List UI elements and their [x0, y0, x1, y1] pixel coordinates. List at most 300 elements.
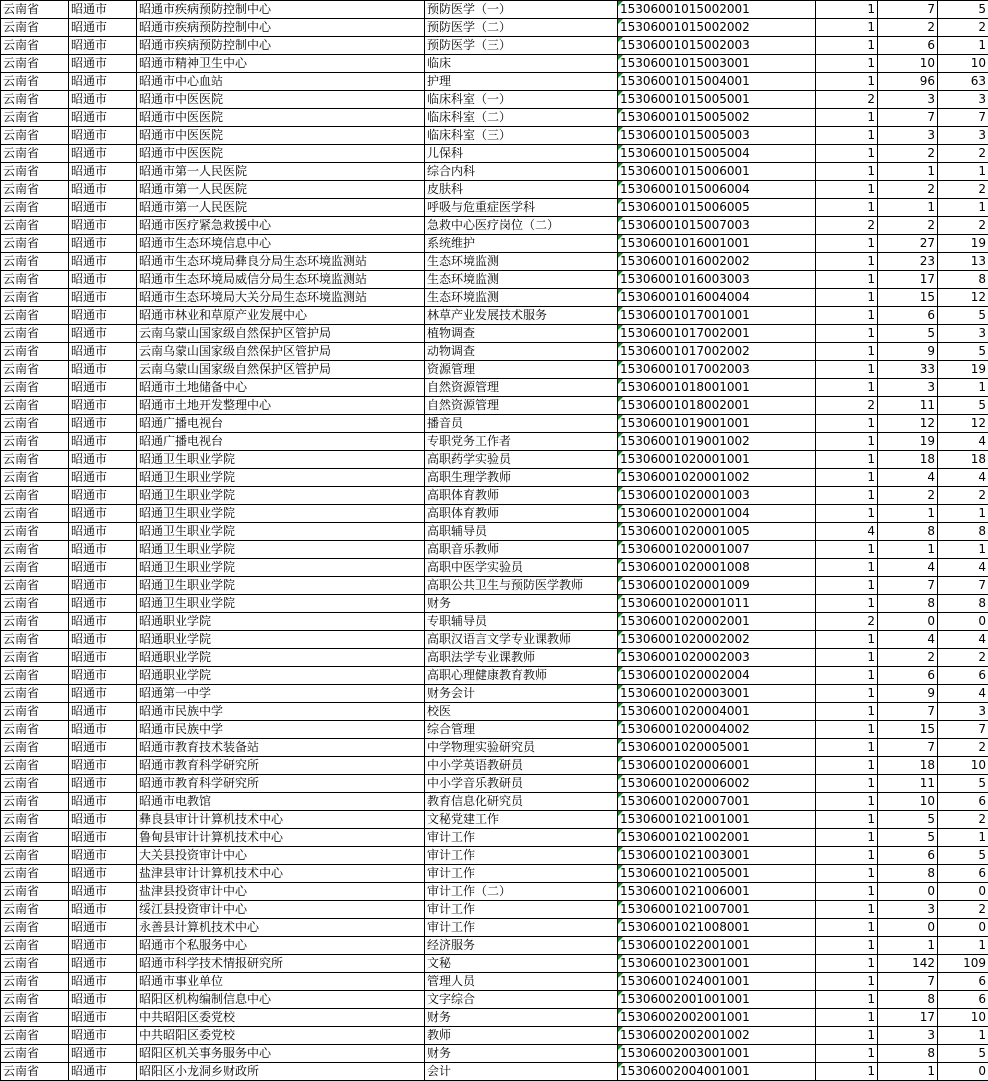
quota-cell: 1: [816, 631, 878, 649]
position-cell: 高职药学实验员: [425, 451, 618, 469]
province-cell: 云南省: [1, 595, 69, 613]
applicants-cell: 3: [878, 379, 938, 397]
applicants-cell: 2: [878, 487, 938, 505]
position-code-cell: 15306001017002002: [618, 343, 816, 361]
unit-cell: 昭通市中医医院: [137, 127, 425, 145]
approved-cell: 1: [938, 199, 988, 217]
quota-cell: 1: [816, 847, 878, 865]
table-row: [1, 415, 988, 433]
province-cell: 云南省: [1, 361, 69, 379]
province-cell: 云南省: [1, 577, 69, 595]
position-code-cell: 15306001020007001: [618, 793, 816, 811]
province-cell: 云南省: [1, 937, 69, 955]
approved-cell: 12: [938, 415, 988, 433]
city-cell: 昭通市: [69, 1, 137, 19]
city-cell: 昭通市: [69, 865, 137, 883]
approved-cell: 0: [938, 1063, 988, 1081]
applicants-cell: 9: [878, 343, 938, 361]
position-cell: 审计工作: [425, 919, 618, 937]
province-cell: 云南省: [1, 613, 69, 631]
position-cell: 文秘: [425, 955, 618, 973]
province-cell: 云南省: [1, 775, 69, 793]
position-code-cell: 15306001017001001: [618, 307, 816, 325]
applicants-cell: 1: [878, 199, 938, 217]
quota-cell: 1: [816, 109, 878, 127]
table-row: [1, 955, 988, 973]
position-cell: 高职音乐教师: [425, 541, 618, 559]
applicants-cell: 18: [878, 757, 938, 775]
approved-cell: 2: [938, 649, 988, 667]
position-cell: 教育信息化研究员: [425, 793, 618, 811]
table-row: [1, 253, 988, 271]
approved-cell: 63: [938, 73, 988, 91]
applicants-cell: 4: [878, 631, 938, 649]
table-body: [1, 1, 988, 1081]
city-cell: 昭通市: [69, 973, 137, 991]
position-cell: 审计工作: [425, 829, 618, 847]
position-code-cell: 15306001017002001: [618, 325, 816, 343]
unit-cell: 中共昭阳区委党校: [137, 1009, 425, 1027]
approved-cell: 109: [938, 955, 988, 973]
applicants-cell: 6: [878, 307, 938, 325]
approved-cell: 4: [938, 631, 988, 649]
approved-cell: 5: [938, 1045, 988, 1063]
approved-cell: 5: [938, 397, 988, 415]
applicants-cell: 142: [878, 955, 938, 973]
unit-cell: 昭通市生态环境信息中心: [137, 235, 425, 253]
applicants-cell: 7: [878, 109, 938, 127]
city-cell: 昭通市: [69, 739, 137, 757]
city-cell: 昭通市: [69, 667, 137, 685]
quota-cell: 1: [816, 181, 878, 199]
position-cell: 审计工作: [425, 901, 618, 919]
city-cell: 昭通市: [69, 577, 137, 595]
unit-cell: 昭通市中医医院: [137, 109, 425, 127]
position-cell: 临床科室（一）: [425, 91, 618, 109]
table-row: [1, 37, 988, 55]
position-code-cell: 15306001020001003: [618, 487, 816, 505]
quota-cell: 1: [816, 253, 878, 271]
unit-cell: 云南乌蒙山国家级自然保护区管护局: [137, 325, 425, 343]
position-code-cell: 15306001020004002: [618, 721, 816, 739]
applicants-cell: 12: [878, 415, 938, 433]
table-row: [1, 181, 988, 199]
quota-cell: 1: [816, 37, 878, 55]
unit-cell: 昭通卫生职业学院: [137, 469, 425, 487]
applicants-cell: 15: [878, 289, 938, 307]
position-code-cell: 15306001021002001: [618, 829, 816, 847]
table-row: [1, 721, 988, 739]
position-cell: 高职心理健康教育教师: [425, 667, 618, 685]
unit-cell: 鲁甸县审计计算机技术中心: [137, 829, 425, 847]
city-cell: 昭通市: [69, 343, 137, 361]
table-row: [1, 343, 988, 361]
position-cell: 林草产业发展技术服务: [425, 307, 618, 325]
table-row: [1, 991, 988, 1009]
position-cell: 临床: [425, 55, 618, 73]
position-code-cell: 15306001015006005: [618, 199, 816, 217]
unit-cell: 昭阳区机关事务服务中心: [137, 1045, 425, 1063]
table-row: [1, 235, 988, 253]
city-cell: 昭通市: [69, 811, 137, 829]
city-cell: 昭通市: [69, 19, 137, 37]
table-row: [1, 811, 988, 829]
province-cell: 云南省: [1, 1, 69, 19]
position-code-cell: 15306001020002001: [618, 613, 816, 631]
position-cell: 生态环境监测: [425, 289, 618, 307]
position-cell: 高职法学专业课教师: [425, 649, 618, 667]
province-cell: 云南省: [1, 109, 69, 127]
quota-cell: 1: [816, 289, 878, 307]
position-cell: 生态环境监测: [425, 253, 618, 271]
approved-cell: 10: [938, 1009, 988, 1027]
city-cell: 昭通市: [69, 829, 137, 847]
province-cell: 云南省: [1, 397, 69, 415]
table-row: [1, 613, 988, 631]
table-row: [1, 1009, 988, 1027]
city-cell: 昭通市: [69, 685, 137, 703]
city-cell: 昭通市: [69, 415, 137, 433]
approved-cell: 7: [938, 721, 988, 739]
unit-cell: 昭通市林业和草原产业发展中心: [137, 307, 425, 325]
applicants-cell: 7: [878, 577, 938, 595]
approved-cell: 5: [938, 343, 988, 361]
quota-cell: 1: [816, 721, 878, 739]
quota-cell: 1: [816, 919, 878, 937]
province-cell: 云南省: [1, 181, 69, 199]
position-cell: 高职体育教师: [425, 505, 618, 523]
position-cell: 综合内科: [425, 163, 618, 181]
approved-cell: 1: [938, 541, 988, 559]
unit-cell: 昭通市民族中学: [137, 721, 425, 739]
applicants-cell: 7: [878, 973, 938, 991]
table-row: [1, 649, 988, 667]
city-cell: 昭通市: [69, 73, 137, 91]
approved-cell: 2: [938, 487, 988, 505]
position-cell: 教师: [425, 1027, 618, 1045]
table-row: [1, 145, 988, 163]
province-cell: 云南省: [1, 667, 69, 685]
position-code-cell: 15306001020001005: [618, 523, 816, 541]
city-cell: 昭通市: [69, 1009, 137, 1027]
province-cell: 云南省: [1, 163, 69, 181]
quota-cell: 1: [816, 649, 878, 667]
applicants-cell: 96: [878, 73, 938, 91]
quota-cell: 1: [816, 415, 878, 433]
province-cell: 云南省: [1, 73, 69, 91]
table-row: [1, 685, 988, 703]
quota-cell: 1: [816, 1027, 878, 1045]
approved-cell: 4: [938, 469, 988, 487]
quota-cell: 1: [816, 127, 878, 145]
applicants-cell: 1: [878, 937, 938, 955]
position-code-cell: 15306001015002003: [618, 37, 816, 55]
unit-cell: 昭通市土地开发整理中心: [137, 397, 425, 415]
unit-cell: 昭通市精神卫生中心: [137, 55, 425, 73]
table-row: [1, 739, 988, 757]
position-code-cell: 15306001015007003: [618, 217, 816, 235]
quota-cell: 1: [816, 469, 878, 487]
unit-cell: 昭通市疾病预防控制中心: [137, 19, 425, 37]
approved-cell: 18: [938, 451, 988, 469]
unit-cell: 昭通市医疗紧急救援中心: [137, 217, 425, 235]
position-code-cell: 15306001015004001: [618, 73, 816, 91]
table-row: [1, 1, 988, 19]
quota-cell: 1: [816, 451, 878, 469]
applicants-cell: 15: [878, 721, 938, 739]
position-cell: 高职公共卫生与预防医学教师: [425, 577, 618, 595]
city-cell: 昭通市: [69, 55, 137, 73]
quota-cell: 2: [816, 91, 878, 109]
applicants-cell: 1: [878, 1063, 938, 1081]
table-row: [1, 667, 988, 685]
unit-cell: 昭通职业学院: [137, 649, 425, 667]
quota-cell: 1: [816, 955, 878, 973]
province-cell: 云南省: [1, 1009, 69, 1027]
table-row: [1, 541, 988, 559]
city-cell: 昭通市: [69, 37, 137, 55]
applicants-cell: 8: [878, 865, 938, 883]
quota-cell: 1: [816, 361, 878, 379]
city-cell: 昭通市: [69, 379, 137, 397]
province-cell: 云南省: [1, 631, 69, 649]
province-cell: 云南省: [1, 91, 69, 109]
position-code-cell: 15306001020004001: [618, 703, 816, 721]
position-cell: 会计: [425, 1063, 618, 1081]
quota-cell: 1: [816, 145, 878, 163]
position-code-cell: 15306001016001001: [618, 235, 816, 253]
approved-cell: 0: [938, 883, 988, 901]
city-cell: 昭通市: [69, 901, 137, 919]
city-cell: 昭通市: [69, 163, 137, 181]
table-row: [1, 1027, 988, 1045]
quota-cell: 1: [816, 55, 878, 73]
city-cell: 昭通市: [69, 505, 137, 523]
position-cell: 财务会计: [425, 685, 618, 703]
table-row: [1, 1063, 988, 1081]
unit-cell: 昭阳区小龙洞乡财政所: [137, 1063, 425, 1081]
unit-cell: 中共昭阳区委党校: [137, 1027, 425, 1045]
unit-cell: 昭通市第一人民医院: [137, 199, 425, 217]
quota-cell: 1: [816, 199, 878, 217]
unit-cell: 昭通卫生职业学院: [137, 523, 425, 541]
province-cell: 云南省: [1, 325, 69, 343]
table-row: [1, 937, 988, 955]
position-cell: 儿保科: [425, 145, 618, 163]
quota-cell: 1: [816, 901, 878, 919]
city-cell: 昭通市: [69, 361, 137, 379]
applicants-cell: 11: [878, 397, 938, 415]
province-cell: 云南省: [1, 541, 69, 559]
quota-cell: 1: [816, 19, 878, 37]
approved-cell: 10: [938, 55, 988, 73]
applicants-cell: 8: [878, 523, 938, 541]
position-cell: 中小学音乐教研员: [425, 775, 618, 793]
approved-cell: 3: [938, 325, 988, 343]
position-code-cell: 15306001016002002: [618, 253, 816, 271]
unit-cell: 昭阳区机构编制信息中心: [137, 991, 425, 1009]
table-row: [1, 505, 988, 523]
applicants-cell: 2: [878, 19, 938, 37]
unit-cell: 昭通市土地储备中心: [137, 379, 425, 397]
position-code-cell: 15306001021001001: [618, 811, 816, 829]
applicants-cell: 6: [878, 667, 938, 685]
unit-cell: 昭通市教育技术装备站: [137, 739, 425, 757]
province-cell: 云南省: [1, 973, 69, 991]
quota-cell: 2: [816, 613, 878, 631]
applicants-cell: 3: [878, 127, 938, 145]
position-cell: 皮肤科: [425, 181, 618, 199]
position-cell: 生态环境监测: [425, 271, 618, 289]
city-cell: 昭通市: [69, 289, 137, 307]
city-cell: 昭通市: [69, 613, 137, 631]
city-cell: 昭通市: [69, 325, 137, 343]
unit-cell: 绥江县投资审计中心: [137, 901, 425, 919]
position-code-cell: 15306001015006004: [618, 181, 816, 199]
approved-cell: 2: [938, 181, 988, 199]
position-cell: 呼吸与危重症医学科: [425, 199, 618, 217]
quota-cell: 1: [816, 271, 878, 289]
approved-cell: 1: [938, 37, 988, 55]
province-cell: 云南省: [1, 469, 69, 487]
unit-cell: 昭通市疾病预防控制中心: [137, 37, 425, 55]
city-cell: 昭通市: [69, 631, 137, 649]
position-cell: 经济服务: [425, 937, 618, 955]
table-row: [1, 1045, 988, 1063]
position-cell: 文秘党建工作: [425, 811, 618, 829]
approved-cell: 1: [938, 1027, 988, 1045]
quota-cell: 1: [816, 685, 878, 703]
province-cell: 云南省: [1, 379, 69, 397]
position-code-cell: 15306001024001001: [618, 973, 816, 991]
quota-cell: 4: [816, 523, 878, 541]
table-row: [1, 775, 988, 793]
table-row: [1, 631, 988, 649]
applicants-cell: 3: [878, 1027, 938, 1045]
unit-cell: 昭通广播电视台: [137, 415, 425, 433]
quota-cell: 2: [816, 397, 878, 415]
applicants-cell: 10: [878, 793, 938, 811]
unit-cell: 昭通卫生职业学院: [137, 595, 425, 613]
position-code-cell: 15306001021005001: [618, 865, 816, 883]
city-cell: 昭通市: [69, 703, 137, 721]
province-cell: 云南省: [1, 1063, 69, 1081]
table-row: [1, 199, 988, 217]
city-cell: 昭通市: [69, 649, 137, 667]
position-code-cell: 15306001021006001: [618, 883, 816, 901]
unit-cell: 昭通卫生职业学院: [137, 505, 425, 523]
quota-cell: 1: [816, 667, 878, 685]
unit-cell: 昭通市中医医院: [137, 145, 425, 163]
table-row: [1, 973, 988, 991]
position-cell: 财务: [425, 595, 618, 613]
quota-cell: 1: [816, 163, 878, 181]
approved-cell: 1: [938, 163, 988, 181]
province-cell: 云南省: [1, 37, 69, 55]
city-cell: 昭通市: [69, 523, 137, 541]
position-cell: 临床科室（二）: [425, 109, 618, 127]
quota-cell: 1: [816, 829, 878, 847]
table-row: [1, 469, 988, 487]
position-code-cell: 15306001015006001: [618, 163, 816, 181]
position-code-cell: 15306001021007001: [618, 901, 816, 919]
unit-cell: 昭通市中医医院: [137, 91, 425, 109]
city-cell: 昭通市: [69, 487, 137, 505]
position-code-cell: 15306001020001009: [618, 577, 816, 595]
position-cell: 审计工作（二）: [425, 883, 618, 901]
city-cell: 昭通市: [69, 559, 137, 577]
approved-cell: 4: [938, 685, 988, 703]
province-cell: 云南省: [1, 253, 69, 271]
city-cell: 昭通市: [69, 793, 137, 811]
approved-cell: 5: [938, 847, 988, 865]
city-cell: 昭通市: [69, 721, 137, 739]
approved-cell: 0: [938, 613, 988, 631]
applicants-cell: 5: [878, 325, 938, 343]
city-cell: 昭通市: [69, 181, 137, 199]
city-cell: 昭通市: [69, 991, 137, 1009]
position-cell: 高职体育教师: [425, 487, 618, 505]
approved-cell: 6: [938, 991, 988, 1009]
applicants-cell: 2: [878, 145, 938, 163]
applicants-cell: 2: [878, 181, 938, 199]
table-row: [1, 451, 988, 469]
province-cell: 云南省: [1, 19, 69, 37]
province-cell: 云南省: [1, 127, 69, 145]
position-cell: 中学物理实验研究员: [425, 739, 618, 757]
position-code-cell: 15306001018001001: [618, 379, 816, 397]
approved-cell: 1: [938, 505, 988, 523]
unit-cell: 昭通市疾病预防控制中心: [137, 1, 425, 19]
position-cell: 文字综合: [425, 991, 618, 1009]
province-cell: 云南省: [1, 271, 69, 289]
position-code-cell: 15306001020002002: [618, 631, 816, 649]
position-cell: 自然资源管理: [425, 397, 618, 415]
applicants-cell: 1: [878, 163, 938, 181]
table-row: [1, 325, 988, 343]
table-row: [1, 91, 988, 109]
approved-cell: 8: [938, 271, 988, 289]
table-row: [1, 595, 988, 613]
province-cell: 云南省: [1, 145, 69, 163]
quota-cell: 1: [816, 739, 878, 757]
applicants-cell: 17: [878, 271, 938, 289]
quota-cell: 1: [816, 757, 878, 775]
quota-cell: 1: [816, 811, 878, 829]
position-cell: 中小学英语教研员: [425, 757, 618, 775]
position-cell: 自然资源管理: [425, 379, 618, 397]
applicants-cell: 19: [878, 433, 938, 451]
applicants-cell: 7: [878, 739, 938, 757]
unit-cell: 昭通广播电视台: [137, 433, 425, 451]
table-row: [1, 217, 988, 235]
unit-cell: 大关县投资审计中心: [137, 847, 425, 865]
city-cell: 昭通市: [69, 847, 137, 865]
position-cell: 预防医学（一）: [425, 1, 618, 19]
applicants-cell: 8: [878, 991, 938, 1009]
approved-cell: 2: [938, 811, 988, 829]
position-cell: 财务: [425, 1009, 618, 1027]
unit-cell: 昭通市生态环境局彝良分局生态环境监测站: [137, 253, 425, 271]
applicants-cell: 0: [878, 883, 938, 901]
city-cell: 昭通市: [69, 127, 137, 145]
applicants-cell: 2: [878, 649, 938, 667]
approved-cell: 6: [938, 865, 988, 883]
city-cell: 昭通市: [69, 541, 137, 559]
approved-cell: 1: [938, 937, 988, 955]
applicants-cell: 0: [878, 919, 938, 937]
table-row: [1, 19, 988, 37]
